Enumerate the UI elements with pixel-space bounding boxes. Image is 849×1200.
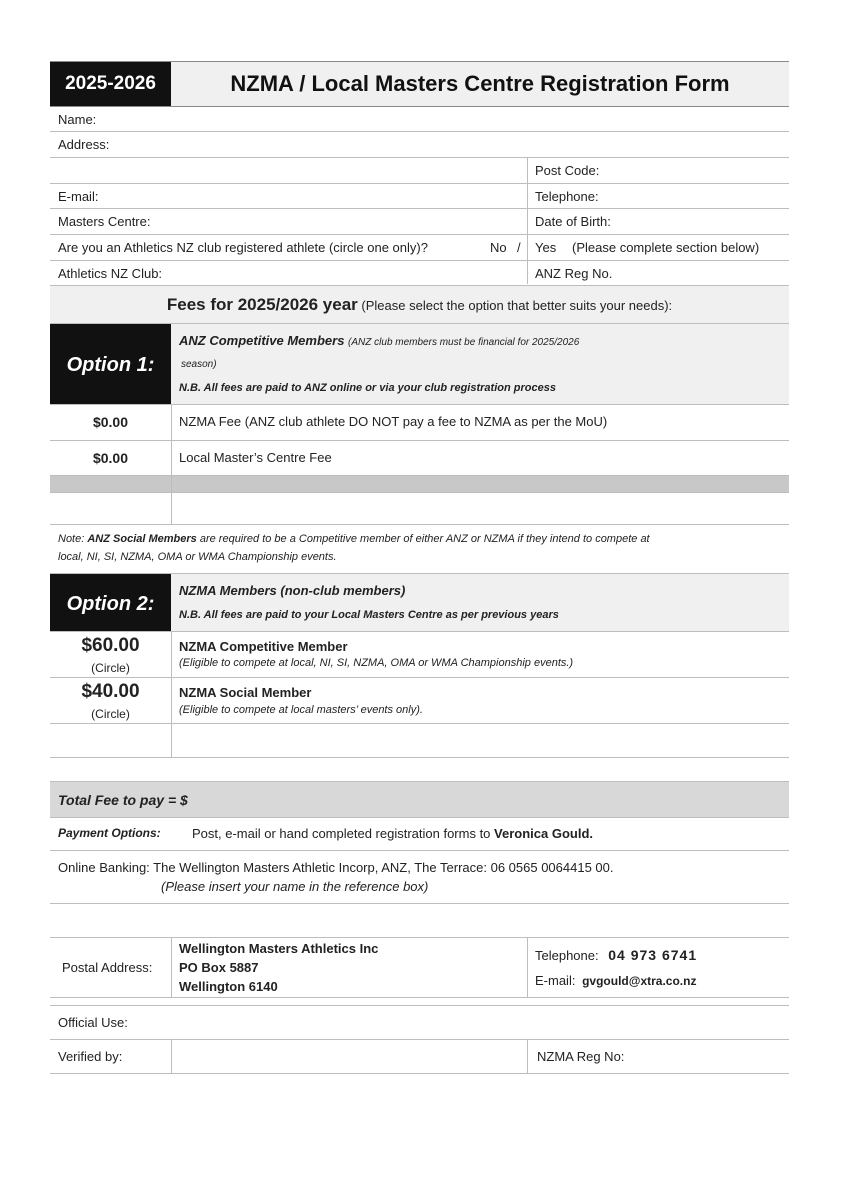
address-label: Address: xyxy=(58,137,110,152)
divider xyxy=(50,131,789,132)
divider xyxy=(50,106,789,107)
divider xyxy=(527,937,528,997)
slash: / xyxy=(517,240,521,255)
option2-row-desc: (Eligible to compete at local, NI, SI, NZMA, OMA or WMA Championship events.) xyxy=(179,657,574,669)
banking-details: Online Banking: The Wellington Masters Athletic Incorp, ANZ, The Terrace: 06 0565 0064415 00. xyxy=(58,860,614,875)
option2-amount[interactable]: $40.00 xyxy=(81,681,140,702)
option2-badge xyxy=(50,574,171,631)
fees-heading-note: (Please select the option that better suits your needs): xyxy=(361,298,673,313)
divider xyxy=(50,492,789,493)
note-bold: ANZ Social Members xyxy=(87,533,197,545)
telephone-label: Telephone: xyxy=(535,189,599,204)
divider xyxy=(50,903,789,904)
title-bar xyxy=(171,62,789,106)
email-label: E-mail: xyxy=(58,189,99,204)
divider xyxy=(50,183,789,184)
postal-line: PO Box 5887 xyxy=(179,960,259,975)
note-prefix: Note: xyxy=(58,533,88,545)
verified-by-label: Verified by: xyxy=(58,1049,123,1064)
payment-text: Post, e-mail or hand completed registration forms to xyxy=(192,826,495,841)
option2-row-title: NZMA Competitive Member xyxy=(179,639,348,654)
nzma-reg-label: NZMA Reg No: xyxy=(537,1049,625,1064)
divider xyxy=(50,234,789,235)
fees-heading xyxy=(50,286,789,325)
anz-question: Are you an Athletics NZ club registered athlete (circle one only)? xyxy=(58,240,428,255)
divider xyxy=(50,850,789,851)
divider xyxy=(527,157,528,284)
divider xyxy=(50,1073,789,1074)
dob-label: Date of Birth: xyxy=(535,214,611,229)
divider xyxy=(50,440,789,441)
divider xyxy=(171,1039,172,1073)
divider xyxy=(171,404,172,524)
divider xyxy=(50,631,789,632)
divider xyxy=(50,723,789,724)
separator-bar xyxy=(50,476,789,492)
divider xyxy=(50,997,789,998)
yes-note: (Please complete section below) xyxy=(572,240,760,255)
contact-tel-line xyxy=(535,947,697,963)
option2-amount[interactable]: $60.00 xyxy=(81,635,140,656)
option1-title-line xyxy=(179,333,579,348)
name-label: Name: xyxy=(58,112,97,127)
divider xyxy=(50,757,789,758)
option1-title-note2: season) xyxy=(181,359,217,370)
year-text: 2025-2026 xyxy=(65,73,156,94)
option2-label: Option 2: xyxy=(66,593,155,615)
option2-nb: N.B. All fees are paid to your Local Masters Centre as per previous years xyxy=(179,609,559,621)
option1-title-note: (ANZ club members must be financial for 2025/2026 xyxy=(348,337,580,348)
divider xyxy=(50,817,789,818)
divider xyxy=(171,631,172,757)
option1-badge xyxy=(50,324,171,404)
option1-desc: NZMA Fee (ANZ club athlete DO NOT pay a fee to NZMA as per the MoU) xyxy=(179,414,608,429)
postal-line: Wellington 6140 xyxy=(179,979,278,994)
circle-note: (Circle) xyxy=(91,661,130,675)
circle-note: (Circle) xyxy=(91,707,130,721)
divider xyxy=(50,1005,789,1006)
payment-label: Payment Options: xyxy=(58,826,161,840)
divider xyxy=(527,1039,528,1073)
divider xyxy=(50,260,789,261)
option2-row-desc: (Eligible to compete at local masters’ events only). xyxy=(179,704,423,716)
divider xyxy=(50,208,789,209)
no-option[interactable]: No xyxy=(490,240,507,255)
divider xyxy=(50,157,789,158)
anz-club-label: Athletics NZ Club: xyxy=(58,266,163,281)
note-line2: local, NI, SI, NZMA, OMA or WMA Championship events. xyxy=(58,551,337,563)
option1-nb: N.B. All fees are paid to ANZ online or via your club registration process xyxy=(179,382,556,394)
note-text: are required to be a Competitive member of either ANZ or NZMA if they intend to compete at xyxy=(196,533,650,545)
divider xyxy=(171,937,172,997)
contact-tel-label: Telephone: xyxy=(535,948,599,963)
divider xyxy=(50,1039,789,1040)
option1-title: ANZ Competitive Members xyxy=(179,333,345,348)
contact-email-line xyxy=(535,973,696,988)
fees-heading-bold: Fees for 2025/2026 year xyxy=(166,295,358,314)
divider xyxy=(50,677,789,678)
year-badge xyxy=(50,62,171,106)
postal-line: Wellington Masters Athletics Inc xyxy=(179,941,379,956)
option1-desc: Local Master’s Centre Fee xyxy=(179,450,332,465)
contact-email-label: E-mail: xyxy=(535,973,576,988)
contact-tel-value: 04 973 6741 xyxy=(608,947,698,963)
option1-label: Option 1: xyxy=(66,354,155,376)
payment-name: Veronica Gould. xyxy=(494,826,593,841)
option2-title: NZMA Members (non-club members) xyxy=(179,583,406,598)
post-code-label: Post Code: xyxy=(535,163,600,178)
anz-reg-label: ANZ Reg No. xyxy=(535,266,613,281)
note-line1 xyxy=(58,533,650,545)
divider xyxy=(50,404,789,405)
masters-centre-label: Masters Centre: xyxy=(58,214,151,229)
total-label: Total Fee to pay = $ xyxy=(58,792,188,808)
option2-row-title: NZMA Social Member xyxy=(179,685,312,700)
page-title: NZMA / Local Masters Centre Registration Form xyxy=(230,71,730,96)
fees-heading-bar xyxy=(50,286,789,323)
banking-note: (Please insert your name in the reference box) xyxy=(161,879,429,894)
option1-amount: $0.00 xyxy=(92,450,129,466)
postal-label: Postal Address: xyxy=(62,960,153,975)
divider xyxy=(50,937,789,938)
payment-text-line xyxy=(192,826,593,841)
option1-amount: $0.00 xyxy=(92,414,129,430)
divider xyxy=(50,524,789,525)
contact-email-value: gvgould@xtra.co.nz xyxy=(582,974,697,988)
official-use-label: Official Use: xyxy=(58,1015,128,1030)
yes-option[interactable]: Yes xyxy=(535,240,557,255)
